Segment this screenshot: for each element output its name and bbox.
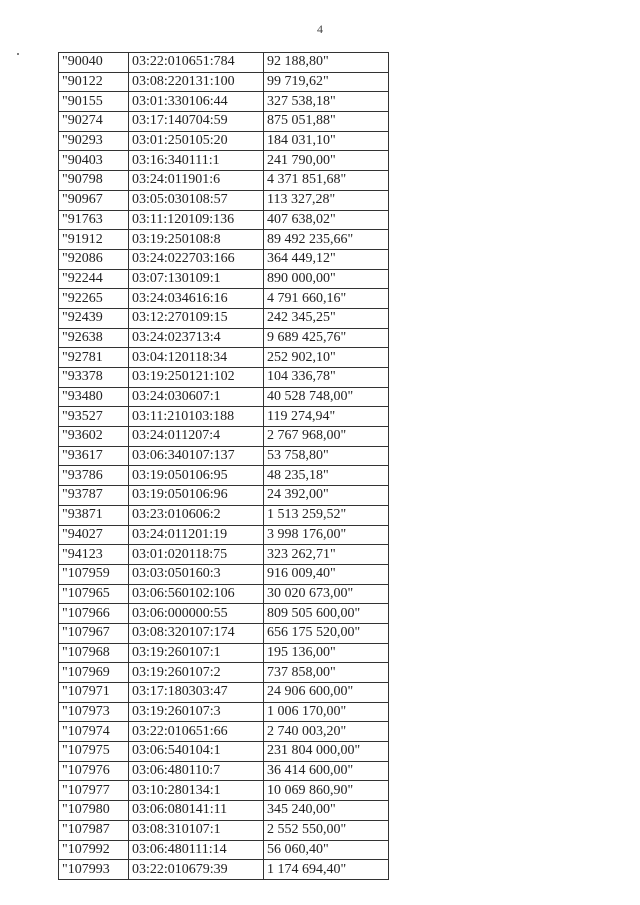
table-row [59, 348, 389, 368]
cadastral-number-cell: 03:24:011207:4 [129, 427, 264, 447]
cadastral-value-cell: 56 060,40" [264, 840, 389, 860]
record-number-cell: "90798 [59, 171, 129, 191]
record-number-cell: "93602 [59, 427, 129, 447]
table-row [59, 643, 389, 663]
record-number-cell: "93871 [59, 505, 129, 525]
cadastral-number-cell: 03:19:260107:1 [129, 643, 264, 663]
cadastral-value-cell: 48 235,18" [264, 466, 389, 486]
cadastral-number-cell: 03:16:340111:1 [129, 151, 264, 171]
cadastral-value-cell: 1 006 170,00" [264, 702, 389, 722]
cadastral-number-cell: 03:19:250108:8 [129, 230, 264, 250]
table-row [59, 781, 389, 801]
cadastral-value-cell: 36 414 600,00" [264, 761, 389, 781]
record-number-cell: "107959 [59, 564, 129, 584]
record-number-cell: "92086 [59, 249, 129, 269]
record-number-cell: "90274 [59, 112, 129, 132]
record-number-cell: "107976 [59, 761, 129, 781]
cadastral-number-cell: 03:06:080141:11 [129, 801, 264, 821]
table-row [59, 466, 389, 486]
cadastral-number-cell: 03:22:010679:39 [129, 860, 264, 880]
record-number-cell: "93378 [59, 368, 129, 388]
record-number-cell: "107987 [59, 820, 129, 840]
record-number-cell: "93786 [59, 466, 129, 486]
table-row [59, 387, 389, 407]
table-row [59, 171, 389, 191]
cadastral-value-cell: 89 492 235,66" [264, 230, 389, 250]
cadastral-value-cell: 656 175 520,00" [264, 623, 389, 643]
cadastral-value-cell: 345 240,00" [264, 801, 389, 821]
cadastral-value-cell: 3 998 176,00" [264, 525, 389, 545]
cadastral-value-cell: 242 345,25" [264, 308, 389, 328]
cadastral-number-cell: 03:06:000000:55 [129, 604, 264, 624]
cadastral-number-cell: 03:01:250105:20 [129, 131, 264, 151]
table-row [59, 505, 389, 525]
record-number-cell: "93787 [59, 486, 129, 506]
cadastral-number-cell: 03:11:120109:136 [129, 210, 264, 230]
record-number-cell: "107968 [59, 643, 129, 663]
cadastral-number-cell: 03:17:140704:59 [129, 112, 264, 132]
table-row [59, 151, 389, 171]
cadastral-number-cell: 03:03:050160:3 [129, 564, 264, 584]
table-row [59, 112, 389, 132]
cadastral-number-cell: 03:19:260107:2 [129, 663, 264, 683]
cadastral-value-cell: 30 020 673,00" [264, 584, 389, 604]
record-number-cell: "90293 [59, 131, 129, 151]
cadastral-value-cell: 231 804 000,00" [264, 742, 389, 762]
table-row [59, 53, 389, 73]
table-row [59, 545, 389, 565]
cadastral-number-cell: 03:01:330106:44 [129, 92, 264, 112]
table-row [59, 801, 389, 821]
cadastral-value-cell: 241 790,00" [264, 151, 389, 171]
cadastral-value-cell: 104 336,78" [264, 368, 389, 388]
cadastral-value-cell: 2 740 003,20" [264, 722, 389, 742]
cadastral-number-cell: 03:07:130109:1 [129, 269, 264, 289]
table-row [59, 683, 389, 703]
cadastral-value-cell: 809 505 600,00" [264, 604, 389, 624]
margin-mark [17, 53, 19, 55]
record-number-cell: "93617 [59, 446, 129, 466]
cadastral-number-cell: 03:19:250121:102 [129, 368, 264, 388]
record-number-cell: "94123 [59, 545, 129, 565]
table-row [59, 623, 389, 643]
cadastral-value-cell: 890 000,00" [264, 269, 389, 289]
cadastral-value-cell: 24 392,00" [264, 486, 389, 506]
cadastral-value-cell: 99 719,62" [264, 72, 389, 92]
table-row [59, 308, 389, 328]
table-row [59, 328, 389, 348]
record-number-cell: "107969 [59, 663, 129, 683]
record-number-cell: "107977 [59, 781, 129, 801]
record-number-cell: "92439 [59, 308, 129, 328]
cadastral-number-cell: 03:06:480111:14 [129, 840, 264, 860]
record-number-cell: "90967 [59, 190, 129, 210]
record-number-cell: "107965 [59, 584, 129, 604]
cadastral-number-cell: 03:22:010651:784 [129, 53, 264, 73]
cadastral-number-cell: 03:06:560102:106 [129, 584, 264, 604]
table-row [59, 525, 389, 545]
table-row [59, 840, 389, 860]
cadastral-number-cell: 03:08:310107:1 [129, 820, 264, 840]
record-number-cell: "107971 [59, 683, 129, 703]
record-number-cell: "90040 [59, 53, 129, 73]
cadastral-number-cell: 03:19:050106:95 [129, 466, 264, 486]
cadastral-value-cell: 1 513 259,52" [264, 505, 389, 525]
table-row [59, 289, 389, 309]
table-row [59, 249, 389, 269]
table-row [59, 702, 389, 722]
record-number-cell: "107993 [59, 860, 129, 880]
table-row [59, 604, 389, 624]
record-number-cell: "92244 [59, 269, 129, 289]
cadastral-value-cell: 92 188,80" [264, 53, 389, 73]
table-row [59, 446, 389, 466]
cadastral-number-cell: 03:19:050106:96 [129, 486, 264, 506]
record-number-cell: "107992 [59, 840, 129, 860]
record-number-cell: "107973 [59, 702, 129, 722]
cadastral-value-cell: 184 031,10" [264, 131, 389, 151]
table-row [59, 584, 389, 604]
table-row [59, 190, 389, 210]
table-row [59, 761, 389, 781]
table-row [59, 564, 389, 584]
cadastral-number-cell: 03:06:540104:1 [129, 742, 264, 762]
cadastral-value-cell: 195 136,00" [264, 643, 389, 663]
record-number-cell: "92781 [59, 348, 129, 368]
cadastral-number-cell: 03:12:270109:15 [129, 308, 264, 328]
cadastral-number-cell: 03:11:210103:188 [129, 407, 264, 427]
cadastral-value-cell: 327 538,18" [264, 92, 389, 112]
cadastral-number-cell: 03:05:030108:57 [129, 190, 264, 210]
cadastral-value-cell: 4 791 660,16" [264, 289, 389, 309]
table-row [59, 820, 389, 840]
record-number-cell: "93527 [59, 407, 129, 427]
records-table [58, 52, 389, 880]
table-row [59, 742, 389, 762]
cadastral-value-cell: 364 449,12" [264, 249, 389, 269]
record-number-cell: "94027 [59, 525, 129, 545]
table-row [59, 210, 389, 230]
cadastral-value-cell: 407 638,02" [264, 210, 389, 230]
cadastral-value-cell: 2 767 968,00" [264, 427, 389, 447]
cadastral-value-cell: 1 174 694,40" [264, 860, 389, 880]
cadastral-number-cell: 03:06:340107:137 [129, 446, 264, 466]
table-row [59, 230, 389, 250]
table-row [59, 131, 389, 151]
cadastral-value-cell: 10 069 860,90" [264, 781, 389, 801]
cadastral-value-cell: 9 689 425,76" [264, 328, 389, 348]
cadastral-value-cell: 916 009,40" [264, 564, 389, 584]
cadastral-number-cell: 03:24:034616:16 [129, 289, 264, 309]
cadastral-number-cell: 03:01:020118:75 [129, 545, 264, 565]
cadastral-value-cell: 113 327,28" [264, 190, 389, 210]
record-number-cell: "93480 [59, 387, 129, 407]
cadastral-value-cell: 252 902,10" [264, 348, 389, 368]
cadastral-number-cell: 03:24:030607:1 [129, 387, 264, 407]
cadastral-number-cell: 03:04:120118:34 [129, 348, 264, 368]
cadastral-number-cell: 03:06:480110:7 [129, 761, 264, 781]
table-row [59, 722, 389, 742]
table-row [59, 486, 389, 506]
record-number-cell: "107980 [59, 801, 129, 821]
record-number-cell: "92638 [59, 328, 129, 348]
table-row [59, 368, 389, 388]
record-number-cell: "107966 [59, 604, 129, 624]
cadastral-value-cell: 875 051,88" [264, 112, 389, 132]
record-number-cell: "92265 [59, 289, 129, 309]
cadastral-number-cell: 03:19:260107:3 [129, 702, 264, 722]
table-row [59, 72, 389, 92]
table-row [59, 663, 389, 683]
record-number-cell: "107974 [59, 722, 129, 742]
cadastral-number-cell: 03:24:022703:166 [129, 249, 264, 269]
cadastral-number-cell: 03:17:180303:47 [129, 683, 264, 703]
table-row [59, 860, 389, 880]
table-row [59, 407, 389, 427]
cadastral-number-cell: 03:24:011901:6 [129, 171, 264, 191]
table-row [59, 269, 389, 289]
record-number-cell: "90155 [59, 92, 129, 112]
records-table-body [59, 53, 389, 880]
cadastral-value-cell: 323 262,71" [264, 545, 389, 565]
cadastral-value-cell: 2 552 550,00" [264, 820, 389, 840]
cadastral-number-cell: 03:24:023713:4 [129, 328, 264, 348]
table-row [59, 92, 389, 112]
cadastral-value-cell: 4 371 851,68" [264, 171, 389, 191]
page-number: 4 [317, 22, 323, 36]
cadastral-number-cell: 03:08:220131:100 [129, 72, 264, 92]
record-number-cell: "91912 [59, 230, 129, 250]
record-number-cell: "107975 [59, 742, 129, 762]
cadastral-number-cell: 03:08:320107:174 [129, 623, 264, 643]
cadastral-number-cell: 03:22:010651:66 [129, 722, 264, 742]
record-number-cell: "91763 [59, 210, 129, 230]
cadastral-value-cell: 119 274,94" [264, 407, 389, 427]
record-number-cell: "90403 [59, 151, 129, 171]
cadastral-number-cell: 03:10:280134:1 [129, 781, 264, 801]
cadastral-value-cell: 737 858,00" [264, 663, 389, 683]
cadastral-value-cell: 53 758,80" [264, 446, 389, 466]
cadastral-number-cell: 03:23:010606:2 [129, 505, 264, 525]
record-number-cell: "107967 [59, 623, 129, 643]
record-number-cell: "90122 [59, 72, 129, 92]
table-row [59, 427, 389, 447]
cadastral-value-cell: 40 528 748,00" [264, 387, 389, 407]
cadastral-number-cell: 03:24:011201:19 [129, 525, 264, 545]
cadastral-value-cell: 24 906 600,00" [264, 683, 389, 703]
